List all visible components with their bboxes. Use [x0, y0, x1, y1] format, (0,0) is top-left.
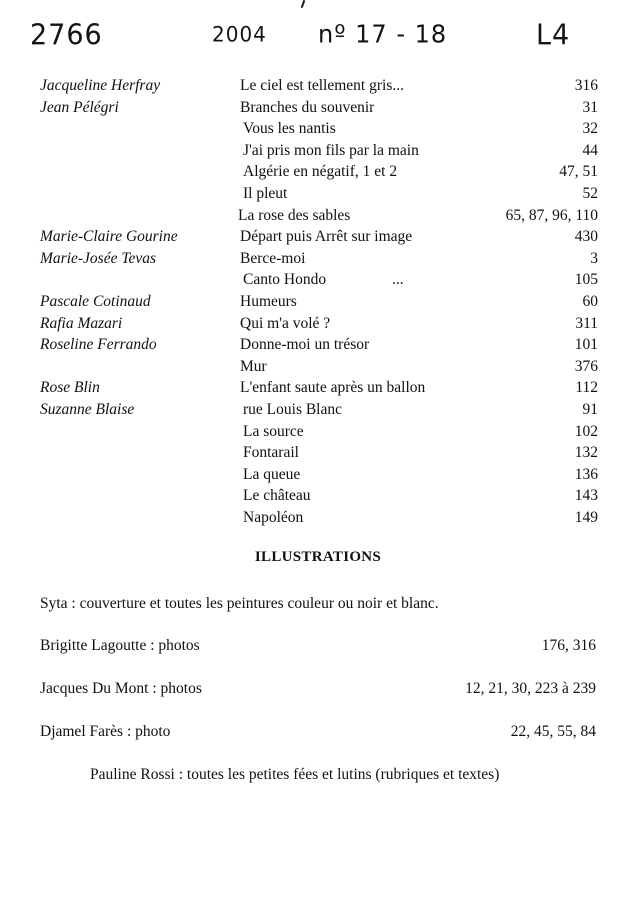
author-name: Rafia Mazari: [40, 314, 123, 332]
author-name: Roseline Ferrando: [40, 336, 157, 354]
work-title: La source: [243, 422, 304, 440]
work-title: La queue: [243, 465, 301, 483]
author-name: Suzanne Blaise: [40, 400, 135, 418]
work-title: Qui m'a volé ?: [240, 314, 331, 332]
page-numbers: 101: [574, 336, 598, 354]
credit-pauline-rossi: Pauline Rossi : toutes les petites fées et lutins (rubriques et textes): [90, 766, 500, 783]
listing-row: [36, 377, 598, 399]
handwritten-shelf-code: L4: [536, 19, 571, 52]
page-numbers: 91: [582, 400, 598, 418]
page-numbers: 31: [582, 98, 598, 116]
work-title: Branches du souvenir: [240, 98, 375, 116]
handwritten-issue-number: nº 17 - 18: [318, 19, 448, 49]
credit-syta: Syta : couverture et toutes les peintures couleur ou noir et blanc.: [40, 595, 439, 612]
page-numbers: 47, 51: [559, 163, 598, 181]
page-numbers: 3: [590, 249, 598, 267]
work-title: Le ciel est tellement gris...: [240, 77, 404, 94]
author-name: Marie-Josée Tevas: [40, 249, 157, 267]
listing-row: [36, 205, 598, 227]
author-name: Rose Blin: [40, 379, 100, 397]
work-title: Algérie en négatif, 1 et 2: [243, 163, 398, 181]
page-numbers: 143: [574, 487, 598, 505]
work-title: Vous les nantis: [243, 120, 336, 138]
page-numbers: 60: [582, 292, 598, 310]
listing-row: [36, 291, 598, 313]
credit-name: Brigitte Lagoutte : photos: [40, 637, 200, 654]
listing-row: [36, 399, 598, 421]
page-numbers: 136: [574, 465, 598, 483]
listing-row: [36, 226, 598, 248]
listing-row: [36, 140, 598, 162]
listing-row: [36, 442, 598, 464]
listing-row: [36, 97, 598, 119]
listing-row: [36, 485, 598, 507]
credit-pages: 12, 21, 30, 223 à 239: [465, 680, 596, 697]
page-numbers: 376: [574, 357, 598, 375]
page-numbers: 32: [582, 120, 598, 138]
listing-row: [36, 118, 598, 140]
credit-name: Jacques Du Mont : photos: [40, 680, 202, 697]
author-name: Pascale Cotinaud: [40, 292, 151, 310]
listing-row: [36, 313, 598, 335]
listing-row: [36, 75, 598, 97]
work-title: Canto Hondo: [243, 271, 327, 289]
page-numbers: 105: [574, 271, 598, 289]
listing-row: [36, 183, 598, 205]
author-name: Jacqueline Herfray: [40, 77, 161, 94]
illustrations-heading: ILLUSTRATIONS: [254, 549, 382, 565]
work-title: L'enfant saute après un ballon: [240, 379, 426, 397]
work-title: Donne-moi un trésor: [240, 336, 370, 354]
listing-row: [36, 507, 598, 529]
work-title: Fontarail: [243, 444, 299, 462]
page-numbers: 149: [574, 508, 598, 526]
credit-name: Djamel Farès : photo: [40, 723, 171, 740]
work-title: Berce-moi: [240, 249, 306, 267]
author-name: Jean Pélégri: [40, 98, 119, 116]
handwritten-reference: 2766: [30, 19, 103, 52]
page-numbers: 65, 87, 96, 110: [505, 206, 598, 224]
work-title: Mur: [240, 357, 267, 375]
work-title: Napoléon: [243, 508, 304, 526]
work-title: Il pleut: [243, 184, 288, 202]
listing-row: [36, 464, 598, 486]
work-title: La rose des sables: [238, 206, 351, 224]
listing-row: [36, 269, 598, 291]
listing-row: [36, 334, 598, 356]
credit-pages: 22, 45, 55, 84: [510, 723, 596, 740]
contents-listing: [36, 75, 598, 528]
page-numbers: 430: [574, 228, 598, 246]
pen-mark: [301, 0, 306, 8]
page-numbers: 316: [574, 77, 598, 94]
work-title: Départ puis Arrêt sur image: [240, 228, 413, 246]
page-numbers: 311: [575, 314, 598, 332]
handwritten-year: 2004: [212, 21, 267, 47]
author-name: Marie-Claire Gourine: [40, 228, 178, 246]
listing-row: [36, 421, 598, 443]
page-numbers: 132: [574, 444, 598, 462]
page-numbers: 52: [582, 184, 598, 202]
page-numbers: 112: [575, 379, 598, 397]
work-title: Humeurs: [240, 292, 297, 310]
work-title: J'ai pris mon fils par la main: [243, 141, 419, 159]
listing-row: [36, 161, 598, 183]
work-title: Le château: [243, 487, 311, 505]
ellipsis-mark: ...: [392, 271, 404, 289]
credit-pages: 176, 316: [541, 637, 596, 654]
work-title: rue Louis Blanc: [243, 400, 343, 418]
page-numbers: 102: [574, 422, 598, 440]
listing-row: [36, 248, 598, 270]
listing-row: [36, 356, 598, 378]
page-numbers: 44: [582, 141, 598, 159]
